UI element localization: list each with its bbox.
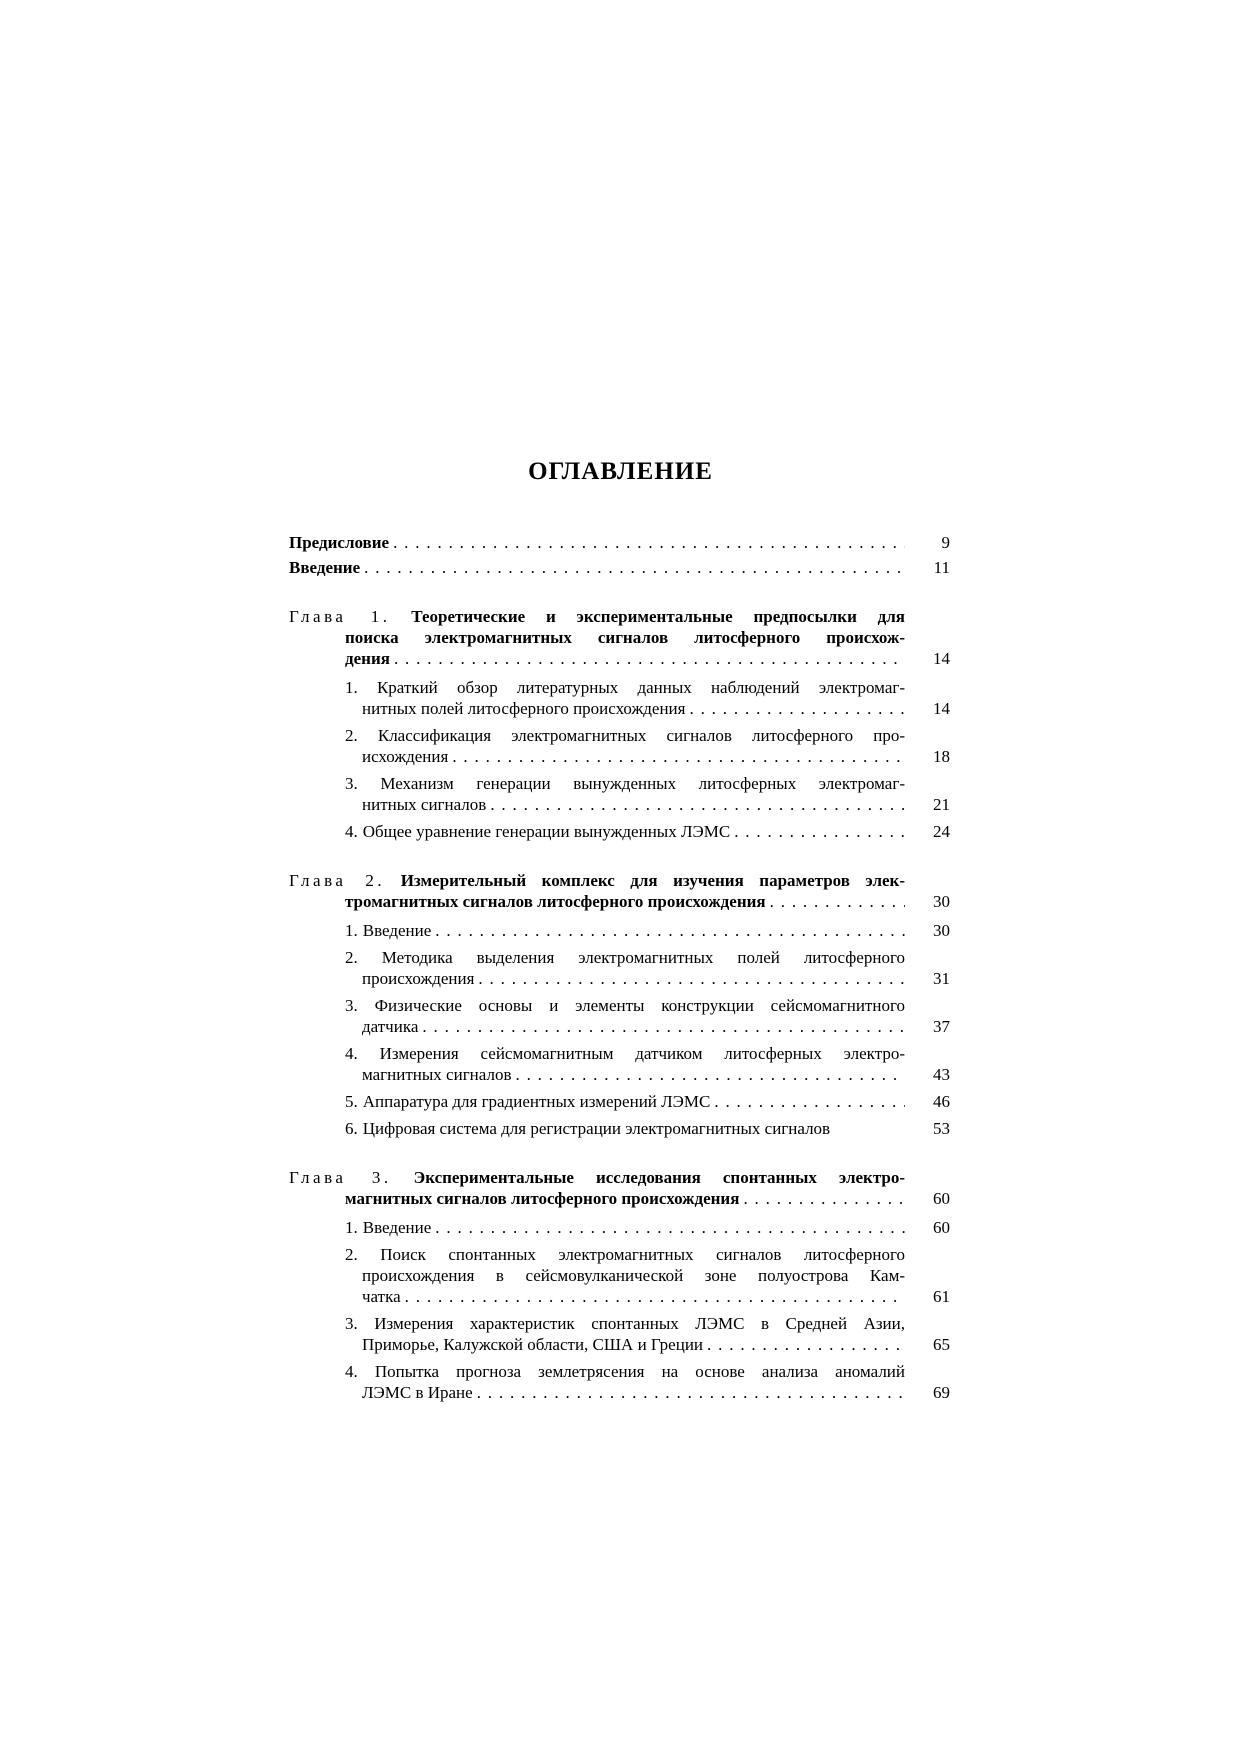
section-entry[interactable] bbox=[289, 1091, 950, 1112]
section-title: Методика выделения электромагнитных полей литосферного bbox=[381, 948, 905, 967]
entry-text: нитных сигналов bbox=[362, 795, 487, 814]
dot-leader bbox=[743, 1188, 905, 1209]
entry-line bbox=[345, 1361, 905, 1382]
section-title: Краткий обзор литературных данных наблюдений электромаг- bbox=[376, 678, 906, 697]
chapter-title: Теоретические и экспериментальные предпосылки для bbox=[411, 607, 905, 626]
page-number: 14 bbox=[933, 649, 950, 668]
dot-leader bbox=[707, 1334, 905, 1355]
entry-last-line bbox=[345, 1217, 905, 1238]
entry-line bbox=[345, 677, 905, 698]
section-number: 2. bbox=[345, 948, 358, 967]
entry-line bbox=[289, 606, 905, 627]
section-entry[interactable] bbox=[289, 947, 950, 989]
entry-last-line bbox=[289, 891, 905, 912]
section-entry[interactable] bbox=[289, 1118, 950, 1139]
entry-text: чатка bbox=[362, 1287, 401, 1306]
page-number: 9 bbox=[941, 533, 950, 552]
toc-entry[interactable] bbox=[289, 557, 950, 578]
dot-leader bbox=[435, 920, 905, 941]
entry-last-line bbox=[345, 794, 905, 815]
section-number: 1. bbox=[345, 1218, 358, 1237]
chapter-title: Измерительный комплекс для изучения параметров элек- bbox=[400, 871, 906, 890]
section-title: Механизм генерации вынужденных литосферных электромаг- bbox=[380, 774, 905, 793]
page-number: 60 bbox=[933, 1189, 950, 1208]
entry-last-line bbox=[289, 557, 905, 578]
entry-last-line bbox=[345, 920, 905, 941]
page-number: 31 bbox=[933, 969, 950, 988]
dot-leader bbox=[770, 891, 905, 912]
entry-text: магнитных сигналов bbox=[362, 1065, 512, 1084]
section-title: Попытка прогноза землетрясения на основе анализа аномалий bbox=[374, 1362, 905, 1381]
dot-leader bbox=[364, 557, 905, 578]
section-number: 6. bbox=[345, 1119, 358, 1138]
page-number: 14 bbox=[933, 699, 950, 718]
page-number: 60 bbox=[933, 1218, 950, 1237]
entry-line bbox=[345, 995, 905, 1016]
entry-text: Аппаратура для градиентных измерений ЛЭМС bbox=[362, 1092, 711, 1111]
section-number: 4. bbox=[345, 822, 358, 841]
section-entry[interactable] bbox=[289, 1361, 950, 1403]
page-number: 30 bbox=[933, 921, 950, 940]
entry-last-line bbox=[345, 1382, 905, 1403]
entry-text: тромагнитных сигналов литосферного происхождения bbox=[345, 892, 766, 911]
section-number: 1. bbox=[345, 921, 358, 940]
dot-leader bbox=[422, 1016, 905, 1037]
chapter-label: Глава 3. bbox=[289, 1168, 392, 1187]
entry-text: Приморье, Калужской области, США и Греции bbox=[362, 1335, 704, 1354]
dot-leader bbox=[394, 648, 905, 669]
section-title: Классификация электромагнитных сигналов литосферного про- bbox=[377, 726, 906, 745]
dot-leader bbox=[405, 1286, 905, 1307]
entry-last-line bbox=[289, 532, 905, 553]
entry-text: дения bbox=[345, 649, 390, 668]
entry-line bbox=[345, 1313, 905, 1334]
dot-leader bbox=[515, 1064, 905, 1085]
section-entry[interactable] bbox=[289, 677, 950, 719]
page-number: 37 bbox=[933, 1017, 950, 1036]
section-entry[interactable] bbox=[289, 725, 950, 767]
entry-line bbox=[345, 947, 905, 968]
entry-last-line bbox=[345, 1334, 905, 1355]
entry-text: Введение bbox=[362, 921, 432, 940]
entry-line: поиска электромагнитных сигналов литосферного происхож- bbox=[345, 628, 905, 647]
section-entry[interactable] bbox=[289, 821, 950, 842]
entry-text: Предисловие bbox=[289, 533, 390, 552]
dot-leader bbox=[734, 821, 905, 842]
page-number: 46 bbox=[933, 1092, 950, 1111]
chapter-entry[interactable] bbox=[289, 1167, 950, 1209]
dot-leader bbox=[490, 794, 905, 815]
entry-last-line bbox=[289, 1188, 905, 1209]
section-number: 5. bbox=[345, 1092, 358, 1111]
entry-last-line bbox=[345, 1064, 905, 1085]
entry-line bbox=[289, 1167, 905, 1188]
page-number: 53 bbox=[933, 1119, 950, 1138]
entry-line bbox=[345, 1244, 905, 1265]
entry-text: Цифровая система для регистрации электромагнитных сигналов bbox=[362, 1119, 831, 1138]
section-number: 1. bbox=[345, 678, 358, 697]
entry-text: исхождения bbox=[362, 747, 449, 766]
entry-last-line bbox=[345, 1286, 905, 1307]
entry-text: Общее уравнение генерации вынужденных ЛЭМС bbox=[362, 822, 731, 841]
entry-line bbox=[345, 773, 905, 794]
entry-last-line bbox=[345, 821, 905, 842]
entry-line bbox=[345, 1043, 905, 1064]
entry-text: ЛЭМС в Иране bbox=[362, 1383, 473, 1402]
entry-last-line bbox=[345, 1016, 905, 1037]
dot-leader bbox=[714, 1091, 905, 1112]
section-title: Поиск спонтанных электромагнитных сигналов литосферного bbox=[380, 1245, 905, 1264]
page-number: 30 bbox=[933, 892, 950, 911]
section-title: Измерения сейсмомагнитным датчиком литосферных электро- bbox=[379, 1044, 905, 1063]
section-number: 2. bbox=[345, 726, 358, 745]
entry-text: Введение bbox=[362, 1218, 432, 1237]
dot-leader bbox=[689, 698, 905, 719]
section-entry[interactable] bbox=[289, 995, 950, 1037]
page-number: 18 bbox=[933, 747, 950, 766]
entry-text: датчика bbox=[362, 1017, 419, 1036]
chapter-entry[interactable] bbox=[289, 870, 950, 912]
toc-entry[interactable] bbox=[289, 532, 950, 553]
page-number: 65 bbox=[933, 1335, 950, 1354]
section-number: 4. bbox=[345, 1044, 358, 1063]
page-number: 69 bbox=[933, 1383, 950, 1402]
section-entry[interactable] bbox=[289, 1043, 950, 1085]
page-number: 43 bbox=[933, 1065, 950, 1084]
section-entry[interactable] bbox=[289, 1313, 950, 1355]
section-number: 3. bbox=[345, 996, 358, 1015]
entry-line: происхождения в сейсмовулканической зоне полуострова Кам- bbox=[362, 1266, 905, 1285]
entry-text: происхождения bbox=[362, 969, 475, 988]
chapter-title: Экспериментальные исследования спонтанных электро- bbox=[413, 1168, 905, 1187]
section-number: 4. bbox=[345, 1362, 358, 1381]
entry-last-line bbox=[345, 1091, 905, 1112]
entry-line bbox=[345, 725, 905, 746]
chapter-label: Глава 1. bbox=[289, 607, 391, 626]
table-of-contents bbox=[289, 532, 950, 1409]
entry-text: магнитных сигналов литосферного происхождения bbox=[345, 1189, 740, 1208]
section-title: Физические основы и элементы конструкции сейсмомагнитного bbox=[374, 996, 905, 1015]
page-number: 21 bbox=[933, 795, 950, 814]
section-number: 2. bbox=[345, 1245, 358, 1264]
section-number: 3. bbox=[345, 774, 358, 793]
entry-last-line bbox=[345, 1118, 905, 1139]
dot-leader bbox=[477, 1382, 905, 1403]
entry-last-line bbox=[289, 648, 905, 669]
chapter-entry[interactable] bbox=[289, 606, 950, 669]
dot-leader bbox=[435, 1217, 905, 1238]
dot-leader bbox=[478, 968, 905, 989]
entry-last-line bbox=[345, 698, 905, 719]
dot-leader bbox=[452, 746, 905, 767]
section-entry[interactable] bbox=[289, 1217, 950, 1238]
section-entry[interactable] bbox=[289, 773, 950, 815]
page-number: 11 bbox=[933, 558, 950, 577]
section-entry[interactable] bbox=[289, 1244, 950, 1307]
section-title: Измерения характеристик спонтанных ЛЭМС в Средней Азии, bbox=[374, 1314, 906, 1333]
page-title: ОГЛАВЛЕНИЕ bbox=[528, 458, 713, 485]
section-entry[interactable] bbox=[289, 920, 950, 941]
section-number: 3. bbox=[345, 1314, 358, 1333]
entry-last-line bbox=[345, 746, 905, 767]
dot-leader bbox=[393, 532, 905, 553]
entry-line bbox=[289, 870, 905, 891]
chapter-label: Глава 2. bbox=[289, 871, 386, 890]
entry-text: нитных полей литосферного происхождения bbox=[362, 699, 686, 718]
entry-text: Введение bbox=[289, 558, 361, 577]
entry-last-line bbox=[345, 968, 905, 989]
page-number: 61 bbox=[933, 1287, 950, 1306]
page-number: 24 bbox=[933, 822, 950, 841]
